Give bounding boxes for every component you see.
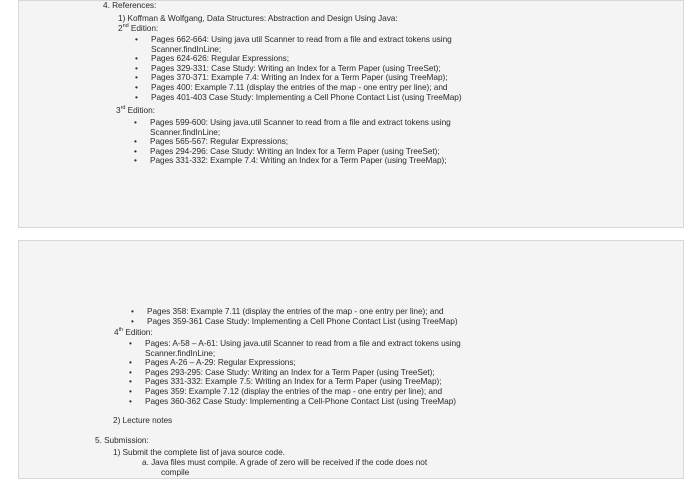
- list-item: [135, 35, 462, 54]
- bullet-icon: •: [129, 376, 132, 387]
- list-item-text: Pages A-26 – A-29: Regular Expressions;: [145, 357, 296, 368]
- bullet-icon: •: [129, 385, 132, 396]
- list-item-text: Pages 400: Example 7.11 (display the entries of the map - one entry per line); and: [151, 81, 448, 92]
- bullet-icon: •: [135, 62, 138, 73]
- submission-item: 1) Submit the complete list of java source code.: [113, 447, 285, 457]
- edition-3-label: 3rd Edition:: [116, 105, 155, 115]
- edition-4-label: 4th Edition:: [114, 327, 153, 337]
- bullet-icon: •: [135, 53, 138, 64]
- bullet-icon: •: [129, 395, 132, 406]
- list-item-text: Pages 662-664: Using java util Scanner to read from a file and extract tokens using: [151, 34, 452, 44]
- list-item: [129, 397, 461, 407]
- bullet-icon: •: [129, 338, 132, 348]
- list-item: [134, 118, 451, 137]
- list-item: [129, 339, 461, 358]
- list-item-text: Pages: A-58 – A-61: Using java.util Scanner to read from a file and extract tokens using: [145, 338, 461, 348]
- submission-subitem-continued: compile: [161, 467, 190, 477]
- bullet-icon: •: [129, 366, 132, 377]
- bullet-icon: •: [134, 117, 137, 127]
- list-item-text: Pages 360-362 Case Study: Implementing a Cell-Phone Contact List (using TreeMap): [145, 395, 456, 406]
- bullet-icon: •: [134, 145, 137, 156]
- submission-heading: 5. Submission:: [95, 435, 149, 445]
- list-item-text-continued: Scanner.findInLine;: [151, 43, 222, 54]
- edition-3-continued-list: [131, 307, 458, 326]
- book-citation: 1) Koffman & Wolfgang, Data Structures: Abstraction and Design Using Java:: [118, 13, 398, 23]
- list-item-text: Pages 401-403 Case Study: Implementing a Cell Phone Contact List (using TreeMap): [151, 91, 462, 102]
- list-item: [134, 156, 451, 166]
- list-item: [135, 93, 462, 103]
- lecture-notes-item: 2) Lecture notes: [113, 415, 173, 425]
- list-item-text: Pages 370-371: Example 7.4: Writing an Index for a Term Paper (using TreeMap);: [151, 72, 448, 83]
- list-item-text: Pages 331-332: Example 7.4: Writing an Index for a Term Paper (using TreeMap);: [150, 155, 447, 166]
- edition-2-label: 2nd Edition:: [118, 23, 159, 33]
- bullet-icon: •: [131, 315, 134, 326]
- bullet-icon: •: [135, 91, 138, 102]
- bullet-icon: •: [135, 34, 138, 44]
- bullet-icon: •: [135, 81, 138, 92]
- list-item-text: Pages 599-600: Using java.util Scanner to read from a file and extract tokens using: [150, 117, 451, 127]
- list-item-text: Pages 329-331: Case Study: Writing an Index for a Term Paper (using TreeSet);: [151, 62, 441, 73]
- list-item-text: Pages 294-296: Case Study: Writing an Index for a Term Paper (using TreeSet);: [150, 145, 440, 156]
- list-item-text-continued: Scanner.findInLine;: [150, 126, 221, 137]
- bullet-icon: •: [134, 136, 137, 147]
- bullet-icon: •: [134, 155, 137, 166]
- list-item-text: Pages 331-332: Example 7.5: Writing an Index for a Term Paper (using TreeMap);: [145, 376, 442, 387]
- bullet-icon: •: [131, 306, 134, 316]
- list-item-text: Pages 359: Example 7.12 (display the entries of the map - one entry per line); and: [145, 385, 443, 396]
- bullet-icon: •: [129, 357, 132, 368]
- list-item-text-continued: Scanner.findInLine;: [145, 347, 216, 358]
- list-item-text: Pages 565-567: Regular Expressions;: [150, 136, 288, 147]
- list-item-text: Pages 624-626: Regular Expressions;: [151, 53, 289, 64]
- list-item-text: Pages 293-295: Case Study: Writing an Index for a Term Paper (using TreeSet);: [145, 366, 435, 377]
- bullet-icon: •: [135, 72, 138, 83]
- list-item: [131, 317, 458, 327]
- edition-4-list: [129, 339, 461, 406]
- references-heading: 4. References:: [103, 0, 157, 10]
- submission-subitem: a. Java files must compile. A grade of zero will be received if the code does not: [142, 457, 428, 467]
- list-item-text: Pages 358: Example 7.11 (display the entries of the map - one entry per line); and: [147, 306, 444, 316]
- edition-2-list: [135, 35, 462, 102]
- list-item-text: Pages 359-361 Case Study: Implementing a Cell Phone Contact List (using TreeMap): [147, 315, 458, 326]
- edition-3-list: [134, 118, 451, 166]
